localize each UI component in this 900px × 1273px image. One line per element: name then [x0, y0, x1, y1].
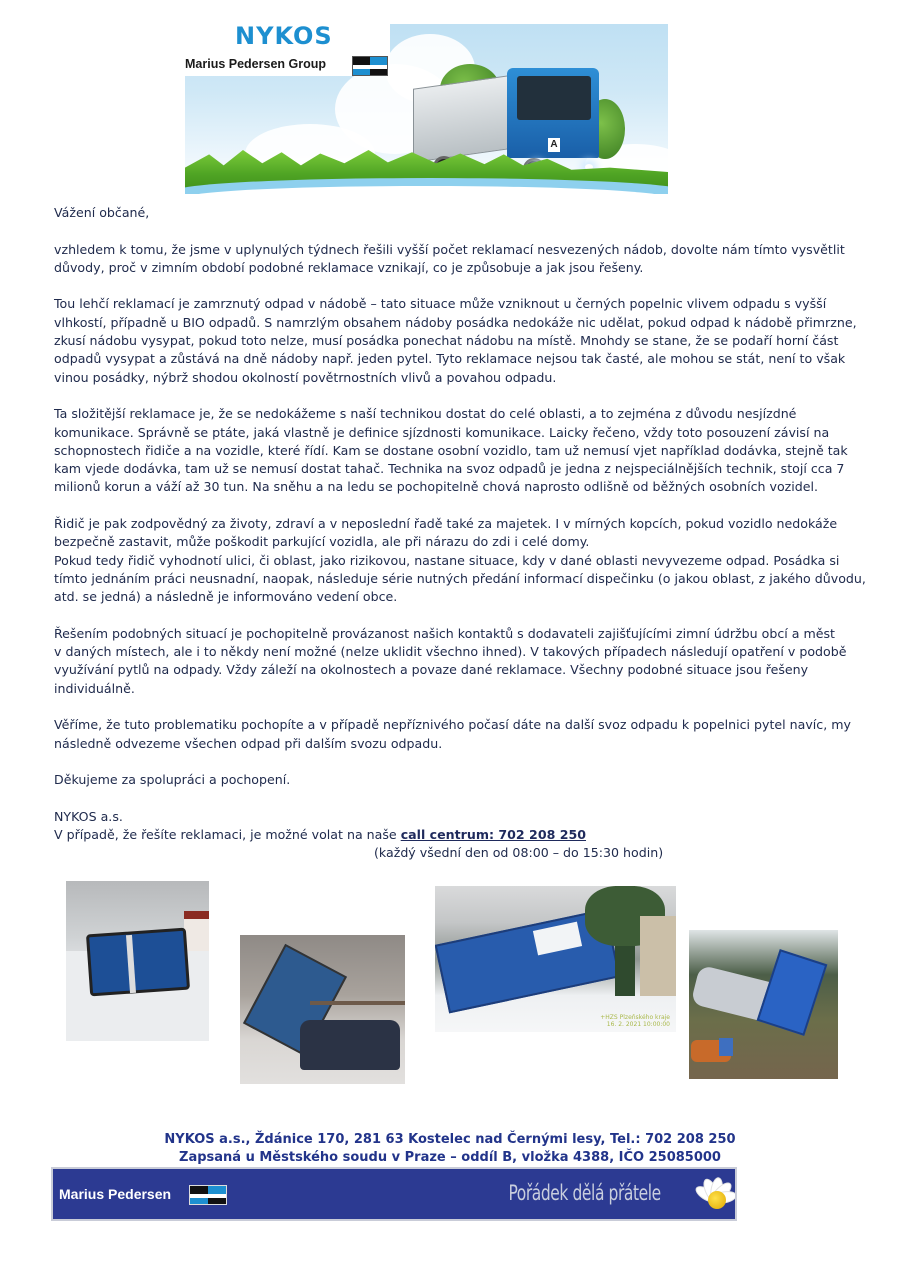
- contact-intro: V případě, že řešíte reklamaci, je možné volat na naše: [54, 827, 401, 843]
- truck-plate: A: [548, 138, 560, 152]
- letter-paragraph: [54, 241, 854, 278]
- signature: NYKOS a.s.: [54, 808, 123, 824]
- brand-logo: NYKOS: [235, 24, 333, 50]
- call-center-link[interactable]: call centrum: 702 208 250: [400, 827, 587, 843]
- stamp-source: +HZS Plzeňského kraje: [600, 1014, 670, 1021]
- accident-photo-4: [689, 930, 838, 1079]
- paragraph-line: vlhkostí, případně u BIO odpadů. S namrzlým obsahem nádoby posádka nedokáže nic udělat, pokud odpad k nádobě přimrzne,: [54, 314, 857, 330]
- address-line-2: Zapsaná u Městského soudu v Praze – oddíl B, vložka 4388, IČO 25085000: [179, 1150, 721, 1165]
- paragraph-line: důvody, proč v zimním období podobné reklamace vznikají, co je způsobuje a jak jsou řešeny.: [54, 259, 644, 275]
- contact-block: [54, 808, 854, 863]
- paragraph-line: individuálně.: [54, 680, 135, 696]
- stamp-date: 16. 2. 2021 10:00:00: [606, 1021, 670, 1028]
- paragraph-line: využívání pytlů na odpady. Vždy záleží na okolnostech a povaze dané reklamace. Všechny podobné situace jsou řešeny: [54, 662, 809, 678]
- contact-line: [54, 826, 854, 844]
- paragraph-line: Řidič je pak zodpovědný za životy, zdraví a v neposlední řadě také za majetek. I v mírných kopcích, pokud vozidlo nedokáže: [54, 516, 838, 532]
- letter-paragraph: [54, 515, 866, 606]
- paragraph-line: tímto jednáním práci neusnadní, naopak, následuje série nutných předání informací dispečinku (o jakou oblast, z jakého důvodu,: [54, 570, 866, 586]
- paragraph-line: schopnostech řidiče a na vozidle, které řídí. Kam se dostane osobní vozidlo, tam už nemusí vjet například dodávka, stejně tak: [54, 442, 848, 458]
- paragraph-line: zkusí nádobu vysypat, pokud toto nelze, musí posádka ponechat nádobu na místě. Mnohdy se stane, že se podaří horní část: [54, 333, 839, 349]
- paragraph-line: v daných místech, ale i to někdy není možné (nelze uklidit všechno ihned). V takových případech následují opatření v podobě: [54, 644, 847, 660]
- paragraph-line: atd. se jedná) a následně je informováno vedení obce.: [54, 589, 398, 605]
- mp-logo-icon: [189, 1185, 227, 1205]
- paragraph-line: bezpečně zastavit, může poškodit parkující vozidla, ale při nárazu do zdi i celé domy.: [54, 534, 590, 550]
- paragraph-line: následně odvezeme všechen odpad při dalším svozu odpadu.: [54, 735, 443, 751]
- slogan: Pořádek dělá přátele: [508, 1181, 661, 1205]
- paragraphs: [54, 241, 866, 790]
- letter-paragraph: [54, 771, 854, 789]
- footer-brand-name: Marius Pedersen: [59, 1186, 172, 1202]
- letter-paragraph: [54, 405, 854, 496]
- accident-photo-1: [66, 881, 209, 1041]
- address-line-1: NYKOS a.s., Ždánice 170, 281 63 Kostelec nad Černými lesy, Tel.: 702 208 250: [164, 1132, 736, 1147]
- letter-paragraph: [54, 625, 854, 698]
- paragraph-line: Ta složitější reklamace je, že se nedokážeme s naší technikou dostat do celé oblasti, a to zejména z důvodu nesjízdné: [54, 406, 797, 422]
- paragraph-line: kam vjede dodávka, tam už se nemusí dostat tahač. Technika na svoz odpadů je jedna z nejspeciálnějších technik, stojí cca 7: [54, 461, 845, 477]
- paragraph-line: Věříme, že tuto problematiku pochopíte a v případě nepříznivého počasí dáte na další svoz odpadu k popelnici pytel navíc, my: [54, 717, 851, 733]
- paragraph-line: vzhledem k tomu, že jsme v uplynulých týdnech řešili vyšší počet reklamací nesvezených nádob, dovolte nám tímto vysvětlit: [54, 241, 845, 257]
- mp-logo-icon: [352, 56, 388, 76]
- paragraph-line: Řešením podobných situací je pochopitelně provázanost našich kontaktů s dodavateli zajišťujícími zimní údržbu obcí a měst: [54, 625, 835, 641]
- accident-photo-3: [435, 886, 676, 1032]
- letter-paragraph: [54, 295, 857, 386]
- paragraph-line: Pokud tedy řidič vyhodnotí ulici, či oblast, jako rizikovou, nastane situace, kdy v dané oblasti nevyvezeme odpad. Posádka si: [54, 552, 840, 568]
- paragraph-line: milionů korun a váží až 30 tun. Na sněhu a na ledu se pochopitelně chová naprosto odlišně od běžných osobních vozidel.: [54, 479, 819, 495]
- daisy-icon: [683, 1169, 735, 1221]
- letter-body: [54, 204, 866, 881]
- paragraph-line: vinou posádky, nýbrž shodou okolností povětrnostních vlivů a povahou odpadu.: [54, 369, 557, 385]
- footer-address: [0, 1131, 900, 1167]
- paragraph-line: Děkujeme za spolupráci a pochopení.: [54, 772, 291, 788]
- letter-paragraph: [54, 716, 854, 753]
- accident-photo-2: [240, 935, 405, 1084]
- group-name: Marius Pedersen Group: [185, 57, 327, 71]
- paragraph-line: Tou lehčí reklamací je zamrznutý odpad v nádobě – tato situace může vzniknout u černých popelnic vlivem odpadu s vyšší: [54, 296, 827, 312]
- office-hours: (každý všední den od 08:00 – do 15:30 hodin): [374, 845, 664, 861]
- photo-stamp: [600, 1014, 670, 1028]
- greeting: Vážení občané,: [54, 205, 150, 220]
- footer-band: [51, 1167, 737, 1221]
- paragraph-line: odpadů vysypat a zůstává na dně nádoby např. jeden pytel. Tyto reklamace nejsou tak časté, ale mohou se stát, není to však: [54, 351, 846, 367]
- header-banner: [185, 24, 668, 194]
- paragraph-line: komunikace. Správně se ptáte, jaká vlastně je definice sjízdnosti komunikace. Laicky řečeno, vždy toto posouzení závisí na: [54, 424, 830, 440]
